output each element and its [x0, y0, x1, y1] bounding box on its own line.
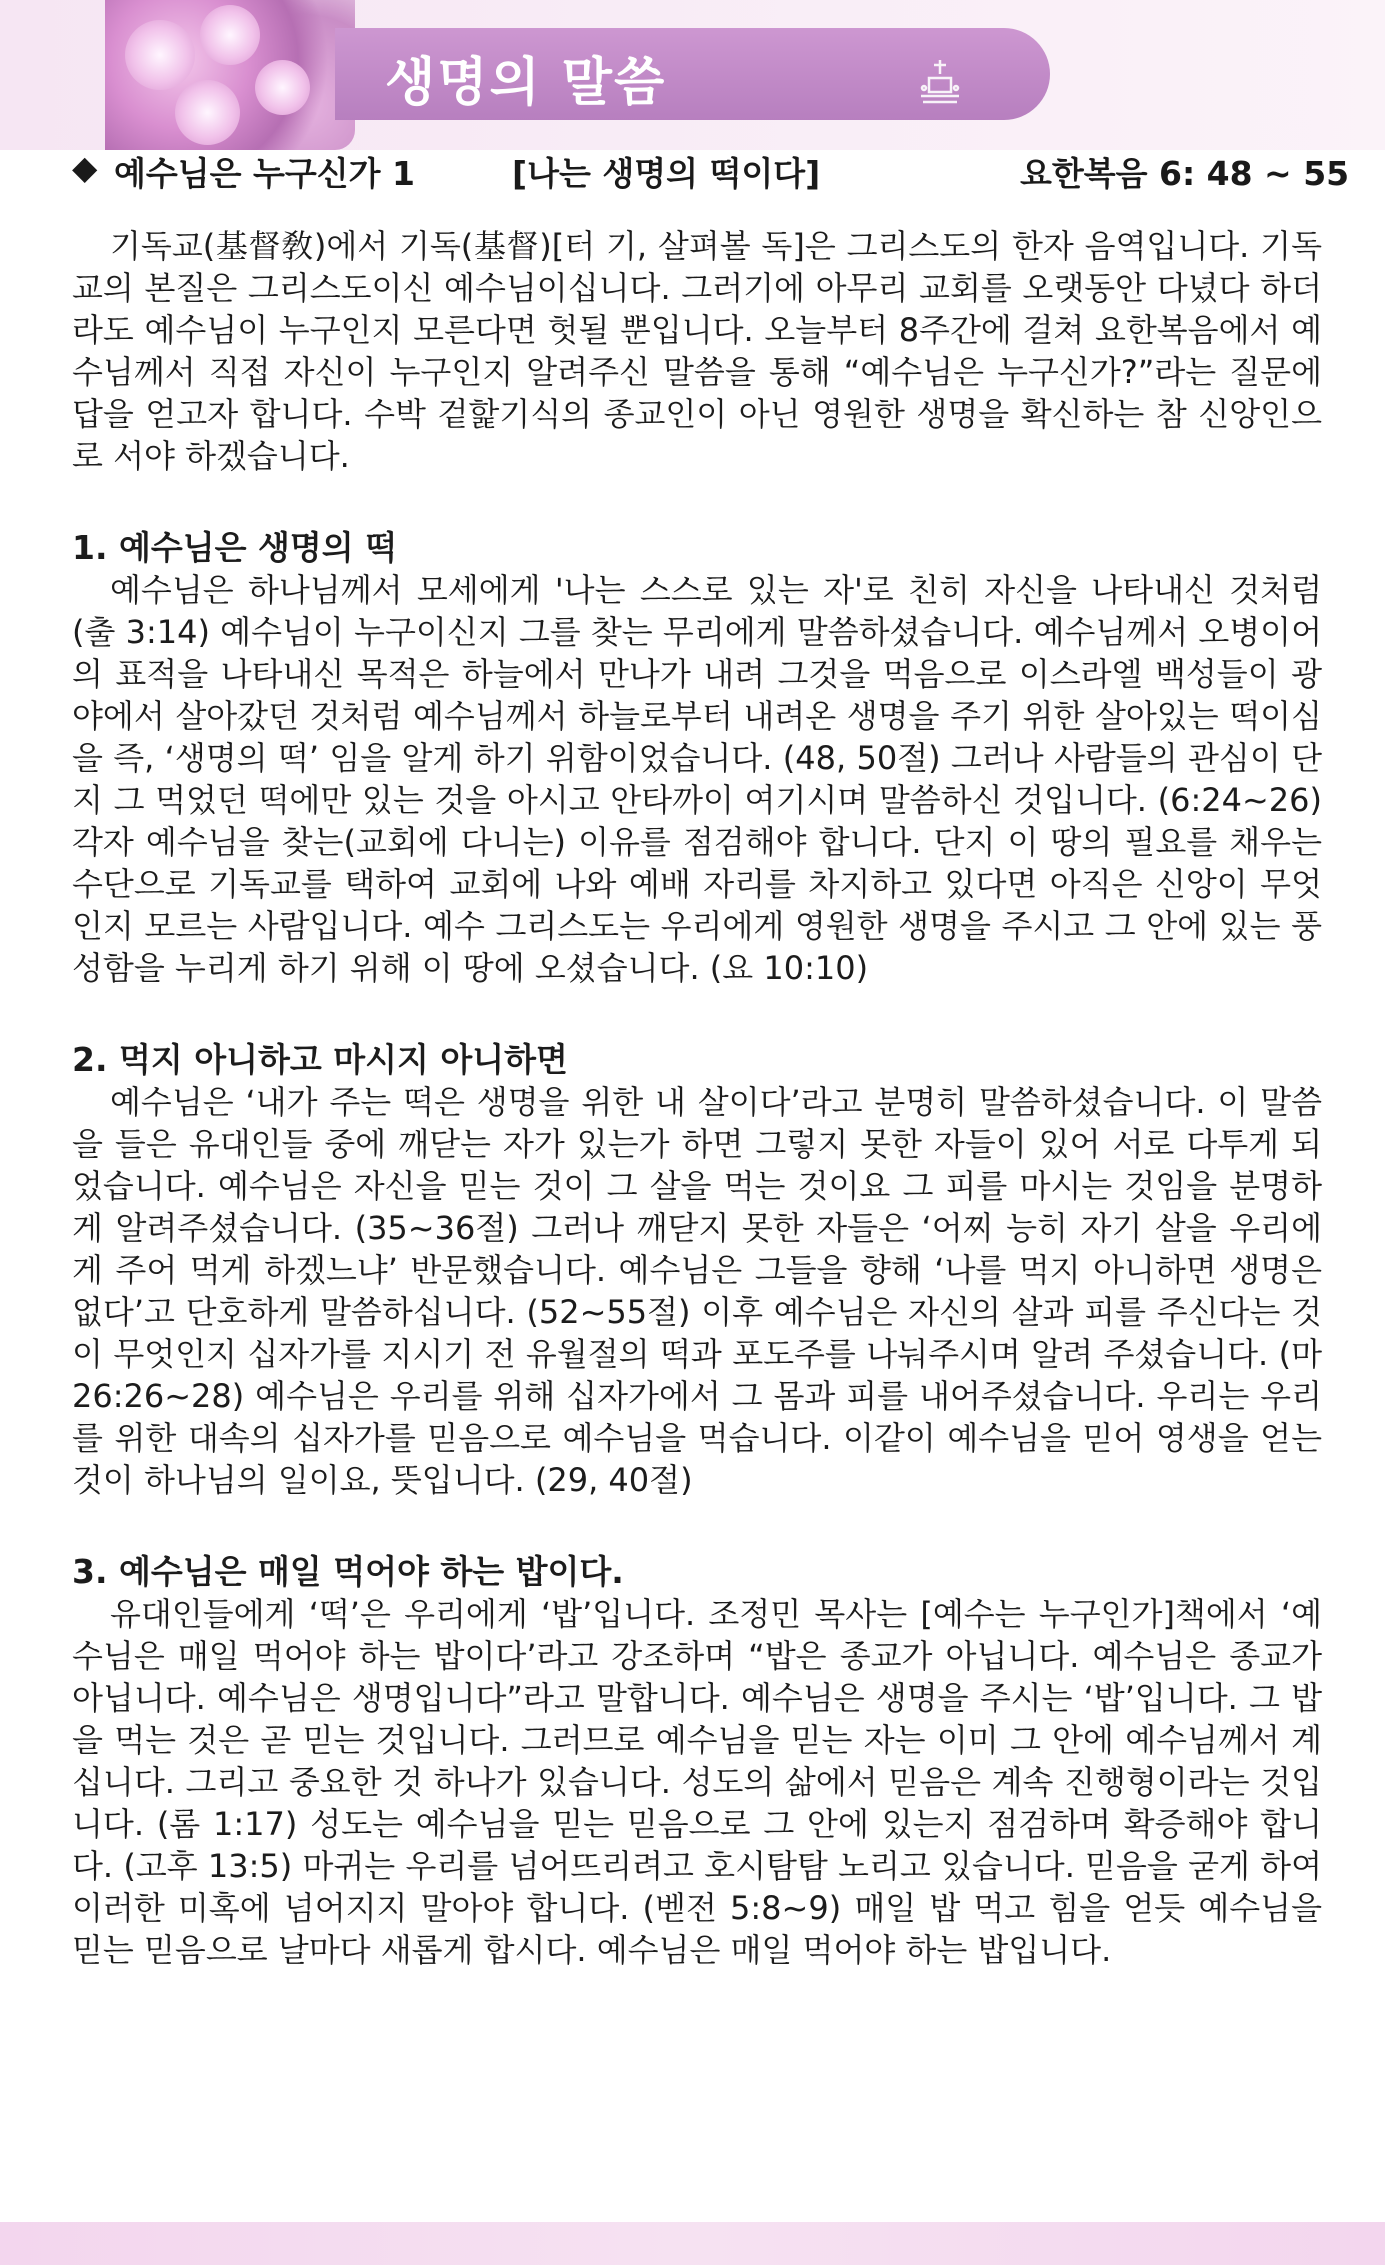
scripture-reference: 요한복음 6: 48 ~ 55 [1020, 154, 1350, 193]
church-altar-icon [915, 56, 965, 108]
section-1-title: 1. 예수님은 생명의 떡 [72, 528, 397, 567]
section-3-title: 3. 예수님은 매일 먹어야 하는 밥이다. [72, 1552, 624, 1591]
sermon-heading [72, 148, 1350, 198]
section-2-body: 예수님은 ‘내가 주는 떡은 생명을 위한 내 살이다’라고 분명히 말씀하셨습니다. 이 말씀을 들은 유대인들 중에 깨닫는 자가 있는가 하면 그렇지 못한 자들이 있어 서로 다투게 되었습니다. 예수님은 자신을 믿는 것이 그 살을 먹는 것이요 그 피를 마시는 것임을 분명하게 알려주셨습니다. (35~36절) 그러나 깨닫지 못한 자들은 ‘어찌 능히 자기 살을 우리에게 주어 먹게 하겠느냐’ 반문했습니다. 예수님은 그들을 향해 ‘나를 먹지 아니하면 생명은 없다’고 단호하게 말씀하십니다. (52~55절) 이후 예수님은 자신의 살과 피를 주신다는 것이 무엇인지 십자가를 지시기 전 유월절의 떡과 포도주를 나눠주시며 알려 주셨습니다. (마 26:26~28) 예수님은 우리를 위해 십자가에서 그 몸과 피를 내어주셨습니다. 우리는 우리를 위한 대속의 십자가를 믿음으로 예수님을 먹습니다. 이같이 예수님을 믿어 영생을 얻는 것이 하나님의 일이요, 뜻입니다. (29, 40절) [72, 1083, 1322, 1499]
footer-band [0, 2222, 1385, 2265]
lilac-flowers-image [105, 0, 355, 150]
banner-title: 생명의 말씀 [385, 53, 667, 113]
sermon-title: 예수님은 누구신가 1 [114, 154, 415, 193]
sermon-subtitle: [나는 생명의 떡이다] [512, 154, 821, 193]
section-2-title: 2. 먹지 아니하고 마시지 아니하면 [72, 1040, 568, 1079]
sermon-body [72, 225, 1322, 1971]
bullet-icon: ◆ [72, 148, 98, 187]
section-1-body: 예수님은 하나님께서 모세에게 '나는 스스로 있는 자'로 친히 자신을 나타내신 것처럼 (출 3:14) 예수님이 누구이신지 그를 찾는 무리에게 말씀하셨습니다. 예수님께서 오병이어의 표적을 나타내신 목적은 하늘에서 만나가 내려 그것을 먹음으로 이스라엘 백성들이 광야에서 살아갔던 것처럼 예수님께서 하늘로부터 내려온 생명을 주기 위한 살아있는 떡이심을 즉, ‘생명의 떡’ 임을 알게 하기 위함이었습니다. (48, 50절) 그러나 사람들의 관심이 단지 그 먹었던 떡에만 있는 것을 아시고 안타까이 여기시며 말씀하신 것입니다. (6:24~26) 각자 예수님을 찾는(교회에 다니는) 이유를 점검해야 합니다. 단지 이 땅의 필요를 채우는 수단으로 기독교를 택하여 교회에 나와 예배 자리를 차지하고 있다면 아직은 신앙이 무엇인지 모르는 사람입니다. 예수 그리스도는 우리에게 영원한 생명을 주시고 그 안에 있는 풍성함을 누리게 하기 위해 이 땅에 오셨습니다. (요 10:10) [72, 571, 1322, 987]
section-3-body: 유대인들에게 ‘떡’은 우리에게 ‘밥’입니다. 조정민 목사는 [예수는 누구인가]책에서 ‘예수님은 매일 먹어야 하는 밥이다’라고 강조하며 “밥은 종교가 아닙니다. 예수님은 종교가 아닙니다. 예수님은 생명입니다”라고 말합니다. 예수님은 생명을 주시는 ‘밥’입니다. 그 밥을 먹는 것은 곧 믿는 것입니다. 그러므로 예수님을 믿는 자는 이미 그 안에 예수님께서 계십니다. 그리고 중요한 것 하나가 있습니다. 성도의 삶에서 믿음은 계속 진행형이라는 것입니다. (롬 1:17) 성도는 예수님을 믿는 믿음으로 그 안에 있는지 점검하며 확증해야 합니다. (고후 13:5) 마귀는 우리를 넘어뜨리려고 호시탐탐 노리고 있습니다. 믿음을 굳게 하여 이러한 미혹에 넘어지지 말아야 합니다. (벧전 5:8~9) 매일 밥 먹고 힘을 얻듯 예수님을 믿는 믿음으로 날마다 새롭게 합시다. 예수님은 매일 먹어야 하는 밥입니다. [72, 1595, 1322, 1969]
intro-paragraph: 기독교(基督敎)에서 기독(基督)[터 기, 살펴볼 독]은 그리스도의 한자 음역입니다. 기독교의 본질은 그리스도이신 예수님이십니다. 그러기에 아무리 교회를 오랫동안 다녔다 하더라도 예수님이 누구인지 모른다면 헛될 뿐입니다. 오늘부터 8주간에 걸쳐 요한복음에서 예수님께서 직접 자신이 누구인지 알려주신 말씀을 통해 “예수님은 누구신가?”라는 질문에 답을 얻고자 합니다. 수박 겉핥기식의 종교인이 아닌 영원한 생명을 확신하는 참 신앙인으로 서야 하겠습니다. [72, 227, 1322, 475]
